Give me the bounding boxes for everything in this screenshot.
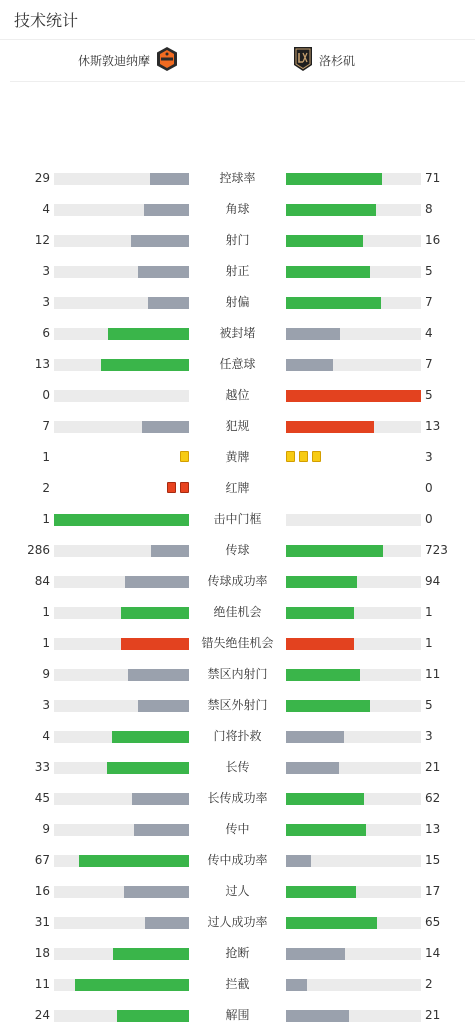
stat-label: 过人成功率 — [207, 915, 268, 929]
away-team[interactable] — [293, 40, 355, 81]
stat-row-crosses — [0, 814, 475, 845]
home-bar-fill — [54, 514, 189, 526]
away-value: 13 — [425, 822, 441, 836]
home-bar-fill — [112, 731, 189, 743]
away-bar-fill — [286, 793, 364, 805]
home-bar-fill — [148, 297, 189, 309]
stat-label: 角球 — [225, 202, 250, 216]
away-bar-fill — [286, 886, 356, 898]
away-bar-fill — [286, 731, 344, 743]
away-value: 1 — [425, 605, 433, 619]
away-bar-track — [286, 731, 421, 743]
stat-label: 击中门框 — [213, 512, 262, 526]
home-bar-fill — [121, 607, 189, 619]
away-team-name: 洛杉矶 — [319, 54, 356, 68]
away-bar-track — [286, 855, 421, 867]
away-value: 65 — [425, 915, 441, 929]
stat-label: 控球率 — [219, 171, 256, 185]
stat-row-long-balls — [0, 752, 475, 783]
home-bar-track — [54, 545, 189, 557]
home-value: 7 — [42, 419, 50, 433]
away-bar-fill — [286, 607, 354, 619]
away-bar-track — [286, 390, 421, 402]
away-value: 13 — [425, 419, 441, 433]
stat-row-shots — [0, 225, 475, 256]
away-bar-fill — [286, 173, 382, 185]
away-value: 71 — [425, 171, 441, 185]
away-bar-fill — [286, 545, 383, 557]
home-bar-track — [54, 297, 189, 309]
stat-label: 长传 — [225, 760, 250, 774]
home-bar-track — [54, 173, 189, 185]
stat-label: 传球成功率 — [207, 574, 268, 588]
home-value: 24 — [34, 1008, 50, 1022]
away-bar-fill — [286, 390, 421, 402]
away-bar-track — [286, 638, 421, 650]
away-bar-track — [286, 359, 421, 371]
home-value: 6 — [42, 326, 50, 340]
away-bar-fill — [286, 762, 339, 774]
home-value: 2 — [42, 481, 50, 495]
home-value: 3 — [42, 264, 50, 278]
stat-label: 长传成功率 — [207, 791, 268, 805]
stat-row-big-chances — [0, 597, 475, 628]
home-bar-fill — [151, 545, 189, 557]
away-bar-track — [286, 173, 421, 185]
houston-dynamo-crest-icon — [156, 46, 178, 75]
stat-row-woodwork — [0, 504, 475, 535]
stat-label: 过人 — [225, 884, 250, 898]
home-bar-fill — [132, 793, 189, 805]
away-bar-fill — [286, 266, 370, 278]
home-bar-fill — [108, 328, 189, 340]
away-bar-track — [286, 545, 421, 557]
home-bar-track — [54, 917, 189, 929]
home-bar-track — [54, 886, 189, 898]
home-bar-track — [54, 793, 189, 805]
home-bar-fill — [128, 669, 189, 681]
home-value: 33 — [34, 760, 50, 774]
away-value: 4 — [425, 326, 433, 340]
home-bar-track — [54, 204, 189, 216]
home-bar-fill — [124, 886, 189, 898]
home-bar-fill — [117, 1010, 189, 1022]
stat-row-goalkeeper-saves — [0, 721, 475, 752]
stat-row-offsides — [0, 380, 475, 411]
away-value: 14 — [425, 946, 441, 960]
away-value: 5 — [425, 698, 433, 712]
home-value: 16 — [34, 884, 50, 898]
home-bar-fill — [125, 576, 189, 588]
home-bar-fill — [121, 638, 189, 650]
home-bar-fill — [79, 855, 189, 867]
stat-label: 传中 — [225, 822, 250, 836]
home-value: 4 — [42, 729, 50, 743]
stat-label: 传球 — [225, 543, 250, 557]
stat-label: 绝佳机会 — [213, 605, 262, 619]
stat-row-passes — [0, 535, 475, 566]
home-value: 3 — [42, 698, 50, 712]
yellow-card-icon — [299, 451, 308, 462]
away-value: 21 — [425, 760, 441, 774]
home-value: 31 — [34, 915, 50, 929]
home-bar-fill — [144, 204, 189, 216]
home-value: 29 — [34, 171, 50, 185]
home-bar-fill — [131, 235, 189, 247]
stat-row-tackles — [0, 938, 475, 969]
home-bar-track — [54, 731, 189, 743]
stat-row-shots-outside-box — [0, 690, 475, 721]
stat-label: 射正 — [225, 264, 250, 278]
home-bar-fill — [150, 173, 189, 185]
stats-header — [0, 0, 475, 40]
away-cards — [286, 451, 323, 464]
home-bar-fill — [138, 266, 189, 278]
away-bar-fill — [286, 979, 307, 991]
home-value: 12 — [34, 233, 50, 247]
away-bar-fill — [286, 1010, 349, 1022]
away-bar-fill — [286, 204, 376, 216]
home-bar-fill — [145, 917, 189, 929]
away-value: 0 — [425, 512, 433, 526]
stat-label: 拦截 — [225, 977, 250, 991]
away-value: 3 — [425, 729, 433, 743]
away-value: 7 — [425, 357, 433, 371]
stat-label: 禁区外射门 — [207, 698, 268, 712]
away-bar-track — [286, 917, 421, 929]
home-value: 11 — [34, 977, 50, 991]
home-bar-fill — [107, 762, 189, 774]
stat-row-fouls — [0, 411, 475, 442]
red-card-icon — [167, 482, 176, 493]
away-bar-track — [286, 607, 421, 619]
away-bar-track — [286, 762, 421, 774]
away-value: 21 — [425, 1008, 441, 1022]
away-bar-fill — [286, 638, 354, 650]
home-bar-track — [54, 855, 189, 867]
away-value: 94 — [425, 574, 441, 588]
yellow-card-icon — [286, 451, 295, 462]
home-team[interactable] — [78, 40, 178, 81]
home-value: 4 — [42, 202, 50, 216]
away-bar-fill — [286, 917, 377, 929]
home-value: 1 — [42, 450, 50, 464]
home-value: 1 — [42, 636, 50, 650]
away-bar-track — [286, 514, 421, 526]
away-bar-fill — [286, 359, 333, 371]
away-value: 2 — [425, 977, 433, 991]
home-value: 9 — [42, 822, 50, 836]
home-bar-track — [54, 979, 189, 991]
away-value: 15 — [425, 853, 441, 867]
stat-row-big-chances-missed — [0, 628, 475, 659]
home-value: 286 — [27, 543, 50, 557]
away-bar-fill — [286, 297, 381, 309]
home-value: 3 — [42, 295, 50, 309]
home-value: 0 — [42, 388, 50, 402]
home-bar-fill — [101, 359, 189, 371]
away-bar-track — [286, 824, 421, 836]
away-bar-track — [286, 328, 421, 340]
yellow-card-icon — [312, 451, 321, 462]
stat-row-yellow-cards — [0, 442, 475, 473]
page-title: 技术统计 — [14, 11, 79, 30]
away-bar-track — [286, 576, 421, 588]
stat-label: 错失绝佳机会 — [201, 636, 274, 650]
home-bar-fill — [142, 421, 189, 433]
away-value: 62 — [425, 791, 441, 805]
stat-row-pass-accuracy — [0, 566, 475, 597]
home-bar-track — [54, 514, 189, 526]
home-value: 67 — [34, 853, 50, 867]
stat-label: 门将扑救 — [213, 729, 262, 743]
teams-row — [10, 40, 465, 82]
stat-row-cross-accuracy — [0, 845, 475, 876]
away-bar-track — [286, 1010, 421, 1022]
stat-row-corners — [0, 194, 475, 225]
stat-row-clearances — [0, 1000, 475, 1031]
red-card-icon — [180, 482, 189, 493]
home-team-name: 休斯敦迪纳摩 — [77, 54, 150, 68]
away-value: 16 — [425, 233, 441, 247]
stat-row-free-kicks — [0, 349, 475, 380]
away-bar-fill — [286, 421, 374, 433]
away-value: 723 — [425, 543, 448, 557]
away-bar-track — [286, 669, 421, 681]
stat-row-possession — [0, 163, 475, 194]
away-bar-track — [286, 793, 421, 805]
home-value: 1 — [42, 512, 50, 526]
stat-row-red-cards — [0, 473, 475, 504]
away-bar-track — [286, 266, 421, 278]
stat-label: 禁区内射门 — [207, 667, 268, 681]
stat-row-shots-on-target — [0, 256, 475, 287]
away-bar-track — [286, 235, 421, 247]
away-bar-fill — [286, 700, 370, 712]
home-bar-fill — [138, 700, 189, 712]
home-bar-track — [54, 607, 189, 619]
home-bar-track — [54, 762, 189, 774]
home-value: 84 — [34, 574, 50, 588]
home-value: 45 — [34, 791, 50, 805]
stat-label: 红牌 — [225, 481, 250, 495]
away-value: 17 — [425, 884, 441, 898]
stat-label: 射门 — [225, 233, 250, 247]
away-bar-fill — [286, 855, 311, 867]
away-value: 5 — [425, 264, 433, 278]
home-bar-track — [54, 700, 189, 712]
away-value: 1 — [425, 636, 433, 650]
home-bar-track — [54, 390, 189, 402]
yellow-card-icon — [180, 451, 189, 462]
away-value: 7 — [425, 295, 433, 309]
stat-row-dribble-success — [0, 907, 475, 938]
home-bar-track — [54, 328, 189, 340]
away-bar-fill — [286, 576, 357, 588]
stat-label: 解围 — [225, 1008, 250, 1022]
stat-label: 抢断 — [225, 946, 250, 960]
away-value: 3 — [425, 450, 433, 464]
home-bar-track — [54, 421, 189, 433]
stat-label: 被封堵 — [219, 326, 256, 340]
home-value: 13 — [34, 357, 50, 371]
away-bar-track — [286, 886, 421, 898]
home-bar-track — [54, 576, 189, 588]
stat-row-long-ball-accuracy — [0, 783, 475, 814]
home-bar-fill — [134, 824, 189, 836]
home-cards — [178, 451, 189, 464]
home-bar-track — [54, 266, 189, 278]
away-bar-track — [286, 421, 421, 433]
away-bar-fill — [286, 669, 360, 681]
home-value: 18 — [34, 946, 50, 960]
stat-label: 越位 — [225, 388, 250, 402]
away-bar-track — [286, 700, 421, 712]
home-bar-track — [54, 824, 189, 836]
stat-label: 任意球 — [219, 357, 256, 371]
home-bar-track — [54, 235, 189, 247]
away-bar-fill — [286, 824, 366, 836]
stat-row-interceptions — [0, 969, 475, 1000]
stat-label: 犯规 — [225, 419, 250, 433]
away-bar-track — [286, 979, 421, 991]
lafc-crest-icon — [293, 46, 313, 75]
stat-row-blocked-shots — [0, 318, 475, 349]
home-value: 1 — [42, 605, 50, 619]
home-cards — [165, 482, 189, 495]
away-value: 5 — [425, 388, 433, 402]
away-value: 11 — [425, 667, 441, 681]
home-bar-track — [54, 359, 189, 371]
away-bar-track — [286, 297, 421, 309]
home-bar-track — [54, 638, 189, 650]
home-bar-track — [54, 669, 189, 681]
home-value: 9 — [42, 667, 50, 681]
away-bar-track — [286, 204, 421, 216]
stat-label: 黄牌 — [225, 450, 250, 464]
away-value: 8 — [425, 202, 433, 216]
stat-row-shots-off-target — [0, 287, 475, 318]
away-bar-fill — [286, 235, 363, 247]
home-bar-track — [54, 1010, 189, 1022]
stat-row-shots-inside-box — [0, 659, 475, 690]
stat-label: 传中成功率 — [207, 853, 268, 867]
away-bar-fill — [286, 328, 340, 340]
away-value: 0 — [425, 481, 433, 495]
stat-row-dribbles — [0, 876, 475, 907]
stat-label: 射偏 — [225, 295, 250, 309]
home-bar-fill — [75, 979, 189, 991]
